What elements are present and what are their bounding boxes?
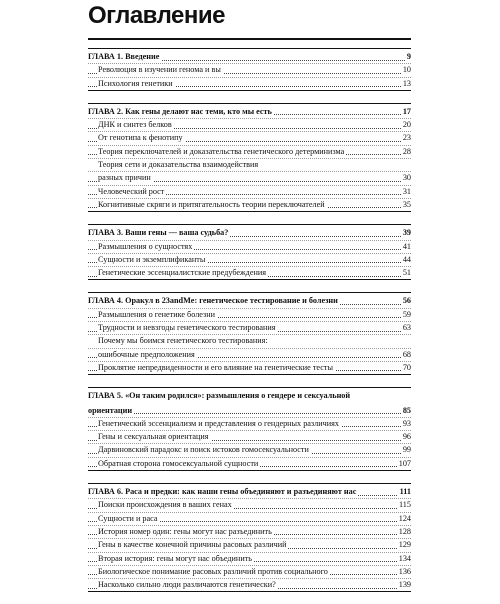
chapter-heading-row[interactable] (88, 405, 411, 417)
table-of-contents (88, 48, 411, 604)
section-row[interactable] (88, 512, 411, 525)
section-title: Человеческий рост (98, 186, 166, 198)
chapter-block (88, 292, 411, 375)
section-row[interactable] (88, 525, 411, 538)
chapter-block (88, 483, 411, 592)
page-number: 68 (401, 349, 411, 361)
dot-leader (88, 413, 411, 414)
page-number: 13 (401, 78, 411, 90)
section-row[interactable] (88, 266, 411, 279)
section-title: ДНК и синтез белков (98, 119, 174, 131)
section-title: От генотипа к фенотипу (98, 132, 185, 144)
section-row[interactable] (88, 457, 411, 470)
page-number: 23 (401, 132, 411, 144)
page-number: 9 (405, 51, 411, 63)
page-number: 93 (401, 418, 411, 430)
section-title: Гены и сексуальная ориентация (98, 431, 211, 443)
chapter-heading-row[interactable] (88, 106, 411, 118)
page-number: 31 (401, 186, 411, 198)
chapter-block (88, 48, 411, 91)
section-title: Теория сети и доказательства взаимодействия (98, 159, 260, 171)
section-title: Революция в изучении генома и вы (98, 64, 223, 76)
chapter-title: ГЛАВА 3. Ваши гены — ваша судьба? (88, 227, 230, 239)
section-title: Когнитивные скряги и притягательность теории переключателей (98, 199, 327, 211)
section-row[interactable] (88, 348, 411, 361)
section-title: Дарвиновский парадокс и поиск истоков гомосексуальности (98, 444, 311, 456)
page-number: 10 (401, 64, 411, 76)
section-title: Размышления о генетике болезни (98, 309, 217, 321)
section-title: Сущности и экземплификанты (98, 254, 207, 266)
section-row[interactable] (88, 578, 411, 591)
section-title: Вторая история: гены могут нас объединить (98, 553, 254, 565)
page-number: 30 (401, 172, 411, 184)
section-title: ошибочные предположения (98, 349, 197, 361)
page-number: 124 (397, 513, 411, 525)
section-row[interactable] (88, 321, 411, 334)
section-title: Размышления о сущностях (98, 241, 194, 253)
section-row[interactable] (88, 552, 411, 565)
page-number: 107 (397, 458, 411, 470)
page-number: 17 (401, 106, 411, 118)
section-title: Психология генетики (98, 78, 175, 90)
section-title: Проклятие непредвиденности и его влияние на генетические тесты (98, 362, 335, 374)
page-number: 99 (401, 444, 411, 456)
section-title: Гены в качестве конечной причины расовых различий (98, 539, 288, 551)
page-number: 28 (401, 146, 411, 158)
chapter-title: ГЛАВА 5. «Он таким родился»: размышления о гендере и сексуальной (88, 390, 352, 402)
page-title: Оглавление (88, 2, 225, 29)
section-title: Сущности и раса (98, 513, 160, 525)
section-row[interactable] (88, 498, 411, 511)
page-number: 63 (401, 322, 411, 334)
page-number: 111 (398, 486, 411, 498)
chapter-title: ГЛАВА 6. Раса и предки: как наши гены объединяют и разъединяют нас (88, 486, 358, 498)
page-number: 56 (401, 295, 411, 307)
page-number: 129 (397, 539, 411, 551)
chapter-title: ГЛАВА 1. Введение (88, 51, 161, 63)
section-title: Насколько сильно люди различаются генетически? (98, 579, 278, 591)
chapter-block (88, 224, 411, 280)
section-row[interactable] (88, 334, 411, 347)
chapter-title: ГЛАВА 2. Как гены делают нас теми, кто мы есть (88, 106, 274, 118)
section-row[interactable] (88, 430, 411, 443)
section-title: разных причин (98, 172, 153, 184)
title-rule (88, 38, 411, 40)
chapter-title: ГЛАВА 4. Оракул в 23andMe: генетическое тестирование и болезни (88, 295, 340, 307)
section-row[interactable] (88, 240, 411, 253)
section-row[interactable] (88, 565, 411, 578)
chapter-title: ориентации (88, 405, 134, 417)
page-number: 96 (401, 431, 411, 443)
section-row[interactable] (88, 63, 411, 76)
page-number: 139 (397, 579, 411, 591)
section-row[interactable] (88, 185, 411, 198)
section-title: Теория переключателей и доказательства генетического детерминизма (98, 146, 346, 158)
page-number: 128 (397, 526, 411, 538)
section-row[interactable] (88, 361, 411, 374)
page-number: 115 (397, 499, 411, 511)
chapter-heading-row[interactable] (88, 51, 411, 63)
section-row[interactable] (88, 131, 411, 144)
page-number: 44 (401, 254, 411, 266)
chapter-heading-row[interactable] (88, 227, 411, 239)
section-title: Генетические эссенциалистские предубеждения (98, 267, 268, 279)
section-title: Генетический эссенциализм и представления о гендерных различиях (98, 418, 341, 430)
section-row[interactable] (88, 77, 411, 90)
chapter-heading-row[interactable] (88, 295, 411, 307)
section-row[interactable] (88, 118, 411, 131)
page-number: 51 (401, 267, 411, 279)
page-number: 136 (397, 566, 411, 578)
section-row[interactable] (88, 158, 411, 171)
page-number: 85 (401, 405, 411, 417)
chapter-block (88, 387, 411, 471)
chapter-heading-row[interactable] (88, 486, 411, 498)
section-title: Обратная сторона гомосексуальной сущности (98, 458, 260, 470)
section-title: Трудности и невзгоды генетического тестирования (98, 322, 278, 334)
page-number: 134 (397, 553, 411, 565)
section-title: Поиски происхождения в ваших генах (98, 499, 234, 511)
section-row[interactable] (88, 417, 411, 430)
chapter-heading-row[interactable] (88, 390, 411, 402)
section-row[interactable] (88, 198, 411, 211)
section-row[interactable] (88, 145, 411, 158)
page-number: 41 (401, 241, 411, 253)
section-row[interactable] (88, 443, 411, 456)
section-row[interactable] (88, 308, 411, 321)
page-number: 35 (401, 199, 411, 211)
section-title: Биологическое понимание расовых различий против социального (98, 566, 330, 578)
section-row[interactable] (88, 171, 411, 184)
section-title: История номер один: гены могут нас разъединить (98, 526, 274, 538)
chapter-block (88, 103, 411, 212)
page-number: 39 (401, 227, 411, 239)
section-row[interactable] (88, 253, 411, 266)
page-number: 70 (401, 362, 411, 374)
section-row[interactable] (88, 538, 411, 551)
page-number: 20 (401, 119, 411, 131)
page-number: 59 (401, 309, 411, 321)
section-title: Почему мы боимся генетического тестирования: (98, 335, 270, 347)
